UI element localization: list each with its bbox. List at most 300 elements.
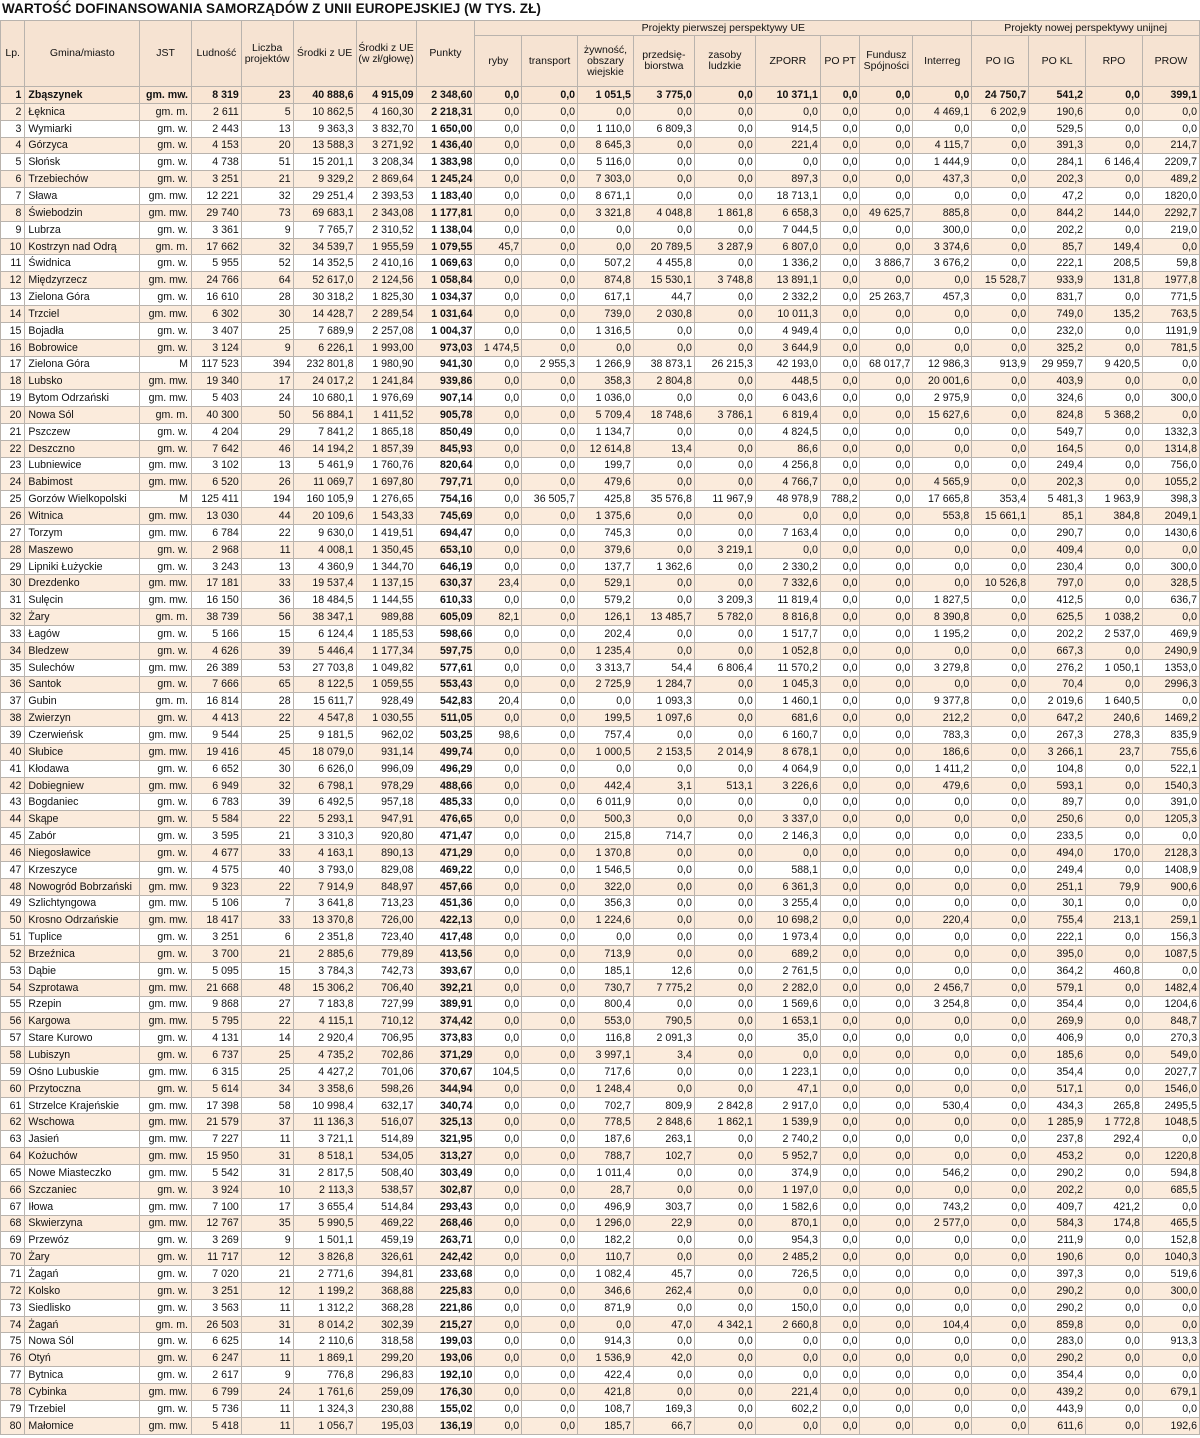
cell-po-pt: 0,0 [820, 1063, 860, 1080]
cell-po-pt: 0,0 [820, 878, 860, 895]
cell-po-pt: 0,0 [820, 1367, 860, 1384]
cell-liczba-projektow: 9 [241, 1367, 293, 1384]
cell-liczba-projektow: 65 [241, 676, 293, 693]
cell-liczba-projektow: 11 [241, 1400, 293, 1417]
cell-name: Sulechów [25, 659, 140, 676]
cell-zywnosc: 215,8 [578, 828, 634, 845]
cell-transport: 0,0 [522, 1148, 578, 1165]
cell-liczba-projektow: 33 [241, 912, 293, 929]
cell-name: Sulęcin [25, 592, 140, 609]
cell-przedsiebiorstwa: 0,0 [633, 322, 694, 339]
cell-po-ig: 0,0 [972, 322, 1029, 339]
cell-po-pt: 0,0 [820, 272, 860, 289]
cell-prow: 0,0 [1142, 541, 1199, 558]
cell-zasoby-ludzkie: 0,0 [694, 912, 755, 929]
cell-fundusz-spojnosci: 0,0 [860, 878, 913, 895]
cell-zywnosc: 116,8 [578, 1030, 634, 1047]
cell-zasoby-ludzkie: 0,0 [694, 828, 755, 845]
cell-punkty: 325,13 [416, 1114, 475, 1131]
cell-transport: 2 955,3 [522, 356, 578, 373]
cell-zasoby-ludzkie: 11 967,9 [694, 491, 755, 508]
cell-transport: 0,0 [522, 339, 578, 356]
cell-zporr: 726,5 [755, 1266, 820, 1283]
cell-zporr: 1 653,1 [755, 1013, 820, 1030]
cell-fundusz-spojnosci: 0,0 [860, 1131, 913, 1148]
cell-name: Torzym [25, 524, 140, 541]
cell-przedsiebiorstwa: 0,0 [633, 103, 694, 120]
cell-transport: 0,0 [522, 609, 578, 626]
cell-name: Deszczno [25, 440, 140, 457]
cell-fundusz-spojnosci: 0,0 [860, 221, 913, 238]
cell-zporr: 2 485,2 [755, 1249, 820, 1266]
cell-interreg: 3 254,8 [913, 996, 972, 1013]
cell-zywnosc: 1 000,5 [578, 743, 634, 760]
cell-przedsiebiorstwa: 0,0 [633, 1333, 694, 1350]
cell-zasoby-ludzkie: 0,0 [694, 322, 755, 339]
cell-srodki-glowe: 779,89 [356, 946, 416, 963]
cell-jst: gm. w. [140, 558, 192, 575]
cell-punkty: 371,29 [416, 1047, 475, 1064]
cell-zporr: 1 223,1 [755, 1063, 820, 1080]
cell-fundusz-spojnosci: 0,0 [860, 1282, 913, 1299]
cell-zywnosc: 358,3 [578, 373, 634, 390]
cell-fundusz-spojnosci: 0,0 [860, 188, 913, 205]
cell-zporr: 0,0 [755, 794, 820, 811]
col-header-zasoby-ludzkie: zasoby ludzkie [694, 36, 755, 87]
cell-transport: 0,0 [522, 440, 578, 457]
cell-po-kl: 611,6 [1029, 1417, 1086, 1434]
cell-po-ig: 0,0 [972, 238, 1029, 255]
cell-przedsiebiorstwa: 0,0 [633, 457, 694, 474]
cell-interreg: 0,0 [913, 457, 972, 474]
cell-po-ig: 0,0 [972, 1080, 1029, 1097]
cell-ryby: 0,0 [475, 676, 522, 693]
cell-zporr: 0,0 [755, 508, 820, 525]
cell-lp: 30 [1, 575, 25, 592]
cell-interreg: 1 444,9 [913, 154, 972, 171]
cell-punkty: 488,66 [416, 777, 475, 794]
cell-po-kl: 324,6 [1029, 390, 1086, 407]
cell-ludnosc: 4 204 [192, 423, 242, 440]
cell-ryby: 0,0 [475, 760, 522, 777]
cell-po-pt: 0,0 [820, 996, 860, 1013]
cell-srodki-ue: 776,8 [293, 1367, 356, 1384]
cell-zasoby-ludzkie: 26 215,3 [694, 356, 755, 373]
cell-po-kl: 70,4 [1029, 676, 1086, 693]
cell-fundusz-spojnosci: 0,0 [860, 861, 913, 878]
cell-zporr: 954,3 [755, 1232, 820, 1249]
cell-interreg: 0,0 [913, 575, 972, 592]
cell-zporr: 7 332,6 [755, 575, 820, 592]
cell-przedsiebiorstwa: 0,0 [633, 1080, 694, 1097]
cell-lp: 51 [1, 929, 25, 946]
table-row [1, 676, 1200, 693]
cell-po-ig: 0,0 [972, 946, 1029, 963]
cell-name: Nowa Sól [25, 1333, 140, 1350]
cell-fundusz-spojnosci: 0,0 [860, 996, 913, 1013]
cell-ryby: 0,0 [475, 154, 522, 171]
cell-przedsiebiorstwa: 7 775,2 [633, 979, 694, 996]
cell-po-ig: 0,0 [972, 457, 1029, 474]
cell-po-ig: 0,0 [972, 137, 1029, 154]
cell-liczba-projektow: 10 [241, 1181, 293, 1198]
cell-ludnosc: 3 124 [192, 339, 242, 356]
cell-po-ig: 0,0 [972, 407, 1029, 424]
cell-fundusz-spojnosci: 0,0 [860, 642, 913, 659]
cell-lp: 72 [1, 1282, 25, 1299]
cell-po-pt: 0,0 [820, 1097, 860, 1114]
cell-zporr: 374,9 [755, 1165, 820, 1182]
cell-przedsiebiorstwa: 3 775,0 [633, 87, 694, 104]
cell-zporr: 914,5 [755, 120, 820, 137]
cell-fundusz-spojnosci: 0,0 [860, 1114, 913, 1131]
col-header-transport: transport [522, 36, 578, 87]
cell-przedsiebiorstwa: 45,7 [633, 1266, 694, 1283]
cell-ludnosc: 19 416 [192, 743, 242, 760]
cell-zasoby-ludzkie: 4 342,1 [694, 1316, 755, 1333]
cell-przedsiebiorstwa: 4 455,8 [633, 255, 694, 272]
cell-srodki-ue: 14 428,7 [293, 305, 356, 322]
cell-zywnosc: 3 321,8 [578, 204, 634, 221]
cell-lp: 16 [1, 339, 25, 356]
cell-srodki-ue: 2 885,6 [293, 946, 356, 963]
cell-name: Lubrza [25, 221, 140, 238]
cell-punkty: 413,56 [416, 946, 475, 963]
cell-punkty: 1 383,98 [416, 154, 475, 171]
cell-transport: 0,0 [522, 693, 578, 710]
cell-prow: 1482,4 [1142, 979, 1199, 996]
cell-fundusz-spojnosci: 0,0 [860, 558, 913, 575]
cell-lp: 54 [1, 979, 25, 996]
cell-punkty: 1 183,40 [416, 188, 475, 205]
table-row [1, 1047, 1200, 1064]
cell-zywnosc: 1 224,6 [578, 912, 634, 929]
cell-ludnosc: 5 542 [192, 1165, 242, 1182]
cell-jst: gm. m. [140, 609, 192, 626]
cell-srodki-ue: 9 630,0 [293, 524, 356, 541]
cell-zporr: 1 517,7 [755, 626, 820, 643]
table-row [1, 1232, 1200, 1249]
cell-zywnosc: 137,7 [578, 558, 634, 575]
cell-srodki-glowe: 1 344,70 [356, 558, 416, 575]
cell-name: Żagań [25, 1266, 140, 1283]
cell-rpo: 0,0 [1086, 1367, 1143, 1384]
cell-po-ig: 0,0 [972, 255, 1029, 272]
col-header-po-kl: PO KL [1029, 36, 1086, 87]
cell-po-ig: 0,0 [972, 423, 1029, 440]
cell-liczba-projektow: 6 [241, 929, 293, 946]
cell-srodki-glowe: 368,28 [356, 1299, 416, 1316]
cell-srodki-ue: 15 306,2 [293, 979, 356, 996]
cell-transport: 0,0 [522, 743, 578, 760]
cell-name: Zwierzyn [25, 710, 140, 727]
cell-po-ig: 0,0 [972, 1316, 1029, 1333]
cell-rpo: 131,8 [1086, 272, 1143, 289]
cell-po-kl: 290,2 [1029, 1165, 1086, 1182]
cell-lp: 33 [1, 626, 25, 643]
table-row [1, 204, 1200, 221]
cell-po-pt: 0,0 [820, 828, 860, 845]
cell-srodki-glowe: 1 976,69 [356, 390, 416, 407]
cell-prow: 300,0 [1142, 390, 1199, 407]
cell-po-pt: 0,0 [820, 1299, 860, 1316]
cell-zywnosc: 0,0 [578, 238, 634, 255]
cell-po-pt: 0,0 [820, 1080, 860, 1097]
cell-lp: 70 [1, 1249, 25, 1266]
cell-interreg: 9 377,8 [913, 693, 972, 710]
cell-ludnosc: 7 020 [192, 1266, 242, 1283]
cell-przedsiebiorstwa: 18 748,6 [633, 407, 694, 424]
cell-zporr: 18 713,1 [755, 188, 820, 205]
cell-rpo: 2 537,0 [1086, 626, 1143, 643]
cell-rpo: 0,0 [1086, 1165, 1143, 1182]
cell-lp: 13 [1, 289, 25, 306]
cell-srodki-glowe: 1 955,59 [356, 238, 416, 255]
cell-prow: 1469,2 [1142, 710, 1199, 727]
cell-jst: gm. mw. [140, 474, 192, 491]
cell-lp: 64 [1, 1148, 25, 1165]
cell-ludnosc: 4 153 [192, 137, 242, 154]
cell-przedsiebiorstwa: 3,4 [633, 1047, 694, 1064]
cell-po-kl: 222,1 [1029, 255, 1086, 272]
table-row [1, 1097, 1200, 1114]
cell-interreg: 212,2 [913, 710, 972, 727]
cell-zasoby-ludzkie: 0,0 [694, 1013, 755, 1030]
cell-interreg: 0,0 [913, 87, 972, 104]
cell-zywnosc: 788,7 [578, 1148, 634, 1165]
cell-interreg: 1 411,2 [913, 760, 972, 777]
cell-prow: 1087,5 [1142, 946, 1199, 963]
cell-ludnosc: 16 814 [192, 693, 242, 710]
cell-interreg: 546,2 [913, 1165, 972, 1182]
cell-ryby: 0,0 [475, 626, 522, 643]
cell-po-pt: 0,0 [820, 204, 860, 221]
cell-zywnosc: 379,6 [578, 541, 634, 558]
cell-prow: 192,6 [1142, 1417, 1199, 1434]
cell-liczba-projektow: 32 [241, 238, 293, 255]
cell-po-ig: 0,0 [972, 373, 1029, 390]
cell-liczba-projektow: 21 [241, 171, 293, 188]
cell-transport: 0,0 [522, 760, 578, 777]
table-row [1, 1148, 1200, 1165]
cell-prow: 522,1 [1142, 760, 1199, 777]
cell-jst: gm. w. [140, 676, 192, 693]
cell-fundusz-spojnosci: 0,0 [860, 1198, 913, 1215]
cell-jst: gm. w. [140, 946, 192, 963]
cell-liczba-projektow: 12 [241, 1282, 293, 1299]
col-header-lp: Lp. [1, 21, 25, 87]
cell-transport: 0,0 [522, 558, 578, 575]
cell-ryby: 0,0 [475, 204, 522, 221]
cell-po-kl: 290,2 [1029, 1282, 1086, 1299]
cell-punkty: 1 245,24 [416, 171, 475, 188]
cell-zporr: 1 582,6 [755, 1198, 820, 1215]
cell-srodki-ue: 5 446,4 [293, 642, 356, 659]
cell-interreg: 3 374,6 [913, 238, 972, 255]
cell-liczba-projektow: 39 [241, 642, 293, 659]
cell-jst: gm. w. [140, 1047, 192, 1064]
cell-zywnosc: 914,3 [578, 1333, 634, 1350]
cell-prow: 1408,9 [1142, 861, 1199, 878]
cell-przedsiebiorstwa: 0,0 [633, 524, 694, 541]
cell-transport: 0,0 [522, 272, 578, 289]
table-row [1, 541, 1200, 558]
cell-po-ig: 0,0 [972, 912, 1029, 929]
cell-transport: 0,0 [522, 305, 578, 322]
cell-punkty: 451,36 [416, 895, 475, 912]
cell-interreg: 0,0 [913, 962, 972, 979]
cell-interreg: 0,0 [913, 1282, 972, 1299]
cell-transport: 0,0 [522, 710, 578, 727]
cell-liczba-projektow: 11 [241, 1417, 293, 1434]
cell-zywnosc: 553,0 [578, 1013, 634, 1030]
table-row [1, 1400, 1200, 1417]
cell-zporr: 6 819,4 [755, 407, 820, 424]
table-row [1, 305, 1200, 322]
cell-lp: 11 [1, 255, 25, 272]
col-header-prow: PROW [1142, 36, 1199, 87]
cell-ryby: 0,0 [475, 1299, 522, 1316]
cell-lp: 5 [1, 154, 25, 171]
cell-ryby: 0,0 [475, 1080, 522, 1097]
cell-ludnosc: 8 319 [192, 87, 242, 104]
cell-lp: 46 [1, 844, 25, 861]
cell-interreg: 0,0 [913, 1400, 972, 1417]
cell-ludnosc: 9 868 [192, 996, 242, 1013]
cell-przedsiebiorstwa: 1 284,7 [633, 676, 694, 693]
cell-punkty: 225,83 [416, 1282, 475, 1299]
cell-liczba-projektow: 73 [241, 204, 293, 221]
cell-srodki-glowe: 1 419,51 [356, 524, 416, 541]
cell-punkty: 340,74 [416, 1097, 475, 1114]
cell-srodki-glowe: 632,17 [356, 1097, 416, 1114]
cell-po-ig: 0,0 [972, 710, 1029, 727]
cell-po-ig: 0,0 [972, 1181, 1029, 1198]
cell-jst: gm. w. [140, 1249, 192, 1266]
cell-rpo: 0,0 [1086, 642, 1143, 659]
cell-przedsiebiorstwa: 2 153,5 [633, 743, 694, 760]
cell-ludnosc: 6 784 [192, 524, 242, 541]
cell-name: Stare Kurowo [25, 1030, 140, 1047]
table-row [1, 356, 1200, 373]
cell-przedsiebiorstwa: 0,0 [633, 188, 694, 205]
cell-zporr: 7 163,4 [755, 524, 820, 541]
cell-zasoby-ludzkie: 0,0 [694, 1030, 755, 1047]
cell-srodki-glowe: 514,89 [356, 1131, 416, 1148]
cell-ryby: 1 474,5 [475, 339, 522, 356]
cell-jst: gm. mw. [140, 390, 192, 407]
cell-po-ig: 913,9 [972, 356, 1029, 373]
cell-po-ig: 15 661,1 [972, 508, 1029, 525]
cell-po-pt: 0,0 [820, 575, 860, 592]
cell-punkty: 476,65 [416, 811, 475, 828]
cell-fundusz-spojnosci: 0,0 [860, 1047, 913, 1064]
cell-srodki-ue: 3 784,3 [293, 962, 356, 979]
cell-po-ig: 0,0 [972, 861, 1029, 878]
cell-prow: 2495,5 [1142, 1097, 1199, 1114]
cell-ludnosc: 11 717 [192, 1249, 242, 1266]
cell-transport: 0,0 [522, 373, 578, 390]
cell-prow: 1314,8 [1142, 440, 1199, 457]
cell-ryby: 0,0 [475, 844, 522, 861]
cell-zporr: 4 949,4 [755, 322, 820, 339]
cell-po-pt: 0,0 [820, 356, 860, 373]
cell-rpo: 0,0 [1086, 861, 1143, 878]
cell-transport: 0,0 [522, 861, 578, 878]
cell-fundusz-spojnosci: 0,0 [860, 912, 913, 929]
cell-zporr: 8 816,8 [755, 609, 820, 626]
cell-jst: gm. mw. [140, 1417, 192, 1434]
cell-punkty: 263,71 [416, 1232, 475, 1249]
cell-po-kl: 625,5 [1029, 609, 1086, 626]
cell-ryby: 0,0 [475, 137, 522, 154]
cell-srodki-glowe: 1 411,52 [356, 407, 416, 424]
cell-zporr: 2 146,3 [755, 828, 820, 845]
cell-zporr: 3 226,6 [755, 777, 820, 794]
cell-fundusz-spojnosci: 0,0 [860, 541, 913, 558]
cell-zporr: 1 973,4 [755, 929, 820, 946]
cell-jst: gm. w. [140, 1232, 192, 1249]
cell-zasoby-ludzkie: 0,0 [694, 676, 755, 693]
cell-lp: 2 [1, 103, 25, 120]
cell-liczba-projektow: 35 [241, 1215, 293, 1232]
cell-po-pt: 0,0 [820, 1232, 860, 1249]
cell-name: Lubsko [25, 373, 140, 390]
cell-lp: 67 [1, 1198, 25, 1215]
cell-rpo: 0,0 [1086, 592, 1143, 609]
cell-po-ig: 10 526,8 [972, 575, 1029, 592]
cell-punkty: 1 079,55 [416, 238, 475, 255]
cell-transport: 0,0 [522, 137, 578, 154]
cell-po-pt: 788,2 [820, 491, 860, 508]
cell-zasoby-ludzkie: 0,0 [694, 962, 755, 979]
cell-rpo: 144,0 [1086, 204, 1143, 221]
cell-prow: 0,0 [1142, 238, 1199, 255]
cell-jst: gm. mw. [140, 508, 192, 525]
cell-lp: 78 [1, 1383, 25, 1400]
cell-liczba-projektow: 33 [241, 844, 293, 861]
cell-srodki-glowe: 713,23 [356, 895, 416, 912]
cell-lp: 68 [1, 1215, 25, 1232]
col-header-srodki-ue: Środki z UE [293, 21, 356, 87]
cell-zasoby-ludzkie: 0,0 [694, 1047, 755, 1064]
cell-zporr: 0,0 [755, 1333, 820, 1350]
cell-name: Jasień [25, 1131, 140, 1148]
cell-rpo: 1 963,9 [1086, 491, 1143, 508]
cell-punkty: 313,27 [416, 1148, 475, 1165]
cell-transport: 0,0 [522, 524, 578, 541]
cell-przedsiebiorstwa: 0,0 [633, 878, 694, 895]
cell-srodki-glowe: 928,49 [356, 693, 416, 710]
cell-lp: 41 [1, 760, 25, 777]
cell-srodki-ue: 69 683,1 [293, 204, 356, 221]
cell-fundusz-spojnosci: 0,0 [860, 811, 913, 828]
cell-przedsiebiorstwa: 0,0 [633, 171, 694, 188]
cell-punkty: 907,14 [416, 390, 475, 407]
cell-interreg: 885,8 [913, 204, 972, 221]
cell-zywnosc: 871,9 [578, 1299, 634, 1316]
cell-punkty: 422,13 [416, 912, 475, 929]
cell-zasoby-ludzkie: 0,0 [694, 575, 755, 592]
cell-name: Górzyca [25, 137, 140, 154]
cell-ludnosc: 3 361 [192, 221, 242, 238]
cell-transport: 0,0 [522, 828, 578, 845]
cell-prow: 2128,3 [1142, 844, 1199, 861]
cell-zasoby-ludzkie: 1 861,8 [694, 204, 755, 221]
cell-ludnosc: 4 413 [192, 710, 242, 727]
cell-rpo: 0,0 [1086, 1148, 1143, 1165]
cell-po-kl: 403,9 [1029, 373, 1086, 390]
